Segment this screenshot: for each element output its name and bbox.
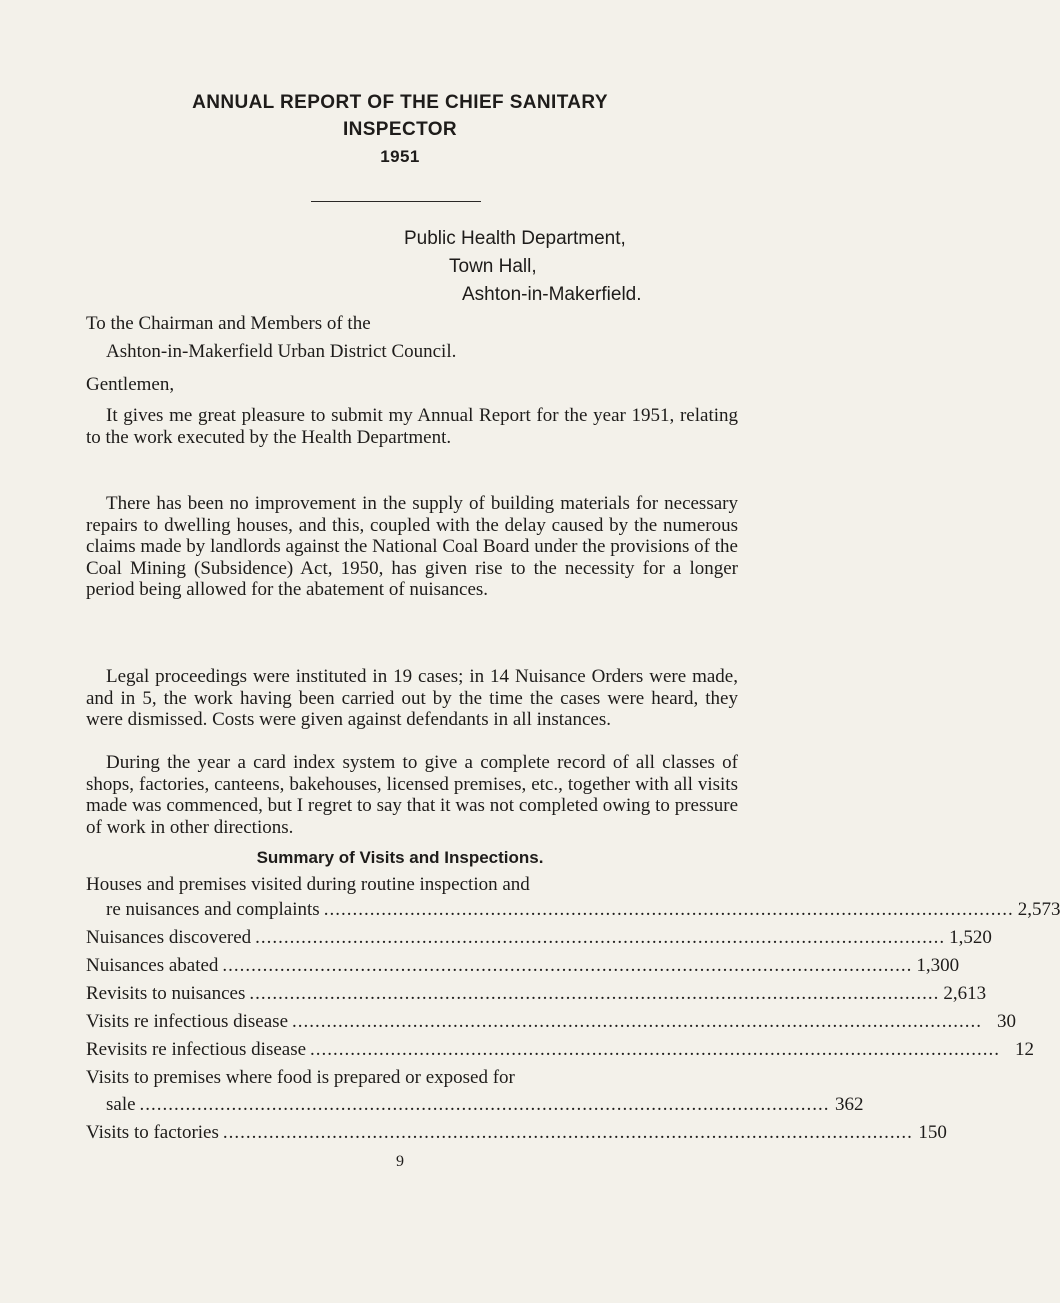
paragraph-4: During the year a card index system to give a complete record of all classes of shops, factories, canteens, bakehouses, licensed premises, etc., together with all visits made was commenced, but I regret to say that it was not completed owing to pressure of work in other directions.: [86, 752, 738, 838]
report-title-line1: ANNUAL REPORT OF THE CHIEF SANITARY: [192, 92, 608, 113]
leader-dots: ........................................................................................................................: [310, 1039, 1001, 1060]
summary-item-7-label-line1: Visits to premises where food is prepared or exposed for: [86, 1067, 515, 1088]
summary-item-value: 2,573: [1017, 899, 1060, 920]
page-number: 9: [396, 1153, 404, 1170]
summary-item-value: 150: [918, 1122, 947, 1143]
leader-dots: ........................................................................................................................: [249, 983, 940, 1004]
address-line2: Town Hall,: [449, 256, 537, 277]
summary-item-value: 1,520: [949, 927, 992, 948]
summary-item-1-label-line1: Houses and premises visited during routine inspection and: [86, 874, 530, 895]
address-line1: Public Health Department,: [404, 228, 626, 249]
recipient-line1: To the Chairman and Members of the: [86, 313, 371, 334]
leader-dots: ........................................................................................................................: [222, 1122, 913, 1143]
summary-item-6: [86, 1039, 1035, 1061]
summary-item-label: Revisits to nuisances: [86, 983, 246, 1004]
summary-item-value: 30: [997, 1011, 1017, 1032]
summary-item-4: [86, 983, 987, 1005]
paragraph-1: It gives me great pleasure to submit my Annual Report for the year 1951, relating to the work executed by the Health Department.: [86, 405, 738, 448]
leader-dots: ........................................................................................................................: [222, 955, 913, 976]
summary-item-value: 1,300: [916, 955, 960, 976]
summary-item-label: Nuisances discovered: [86, 927, 252, 948]
address-line3: Ashton-in-Makerfield.: [462, 284, 642, 305]
leader-dots: ........................................................................................................................: [255, 927, 946, 948]
report-year: 1951: [380, 147, 420, 166]
salutation: Gentlemen,: [86, 374, 175, 395]
summary-item-label: re nuisances and complaints: [106, 899, 320, 920]
leader-dots: ........................................................................................................................: [139, 1094, 830, 1115]
summary-item-5: [86, 1011, 1017, 1033]
summary-item-label: Nuisances abated: [86, 955, 219, 976]
summary-item-7: [106, 1094, 864, 1116]
summary-item-label: Visits re infectious disease: [86, 1011, 289, 1032]
recipient-line2: Ashton-in-Makerfield Urban District Council.: [106, 341, 457, 362]
summary-item-1: [106, 899, 1060, 921]
summary-item-3: [86, 955, 960, 977]
summary-item-2: [86, 927, 992, 949]
header-divider: [311, 201, 481, 202]
summary-item-value: 12: [1015, 1039, 1035, 1060]
summary-item-value: 2,613: [943, 983, 987, 1004]
report-title-line2: INSPECTOR: [342, 119, 458, 140]
summary-item-label: sale: [106, 1094, 136, 1115]
summary-item-8: [86, 1122, 947, 1144]
paragraph-3: Legal proceedings were instituted in 19 cases; in 14 Nuisance Orders were made, and in 5, the work having been carried out by the time the cases were heard, they were dismissed. Costs were given against defendants in all instances.: [86, 666, 738, 730]
summary-item-label: Revisits re infectious disease: [86, 1039, 307, 1060]
summary-item-value: 362: [835, 1094, 864, 1115]
paragraph-2: There has been no improvement in the supply of building materials for necessary repairs to dwelling houses, and this, coupled with the delay caused by the numerous claims made by landlords against the National Coal Board under the provisions of the Coal Mining (Subsidence) Act, 1950, has given rise to the necessity for a longer period being allowed for the abatement of nuisances.: [86, 493, 738, 600]
summary-heading: Summary of Visits and Inspections.: [256, 848, 544, 867]
summary-item-label: Visits to factories: [86, 1122, 219, 1143]
leader-dots: ........................................................................................................................: [292, 1011, 983, 1032]
leader-dots: ........................................................................................................................: [323, 899, 1014, 920]
